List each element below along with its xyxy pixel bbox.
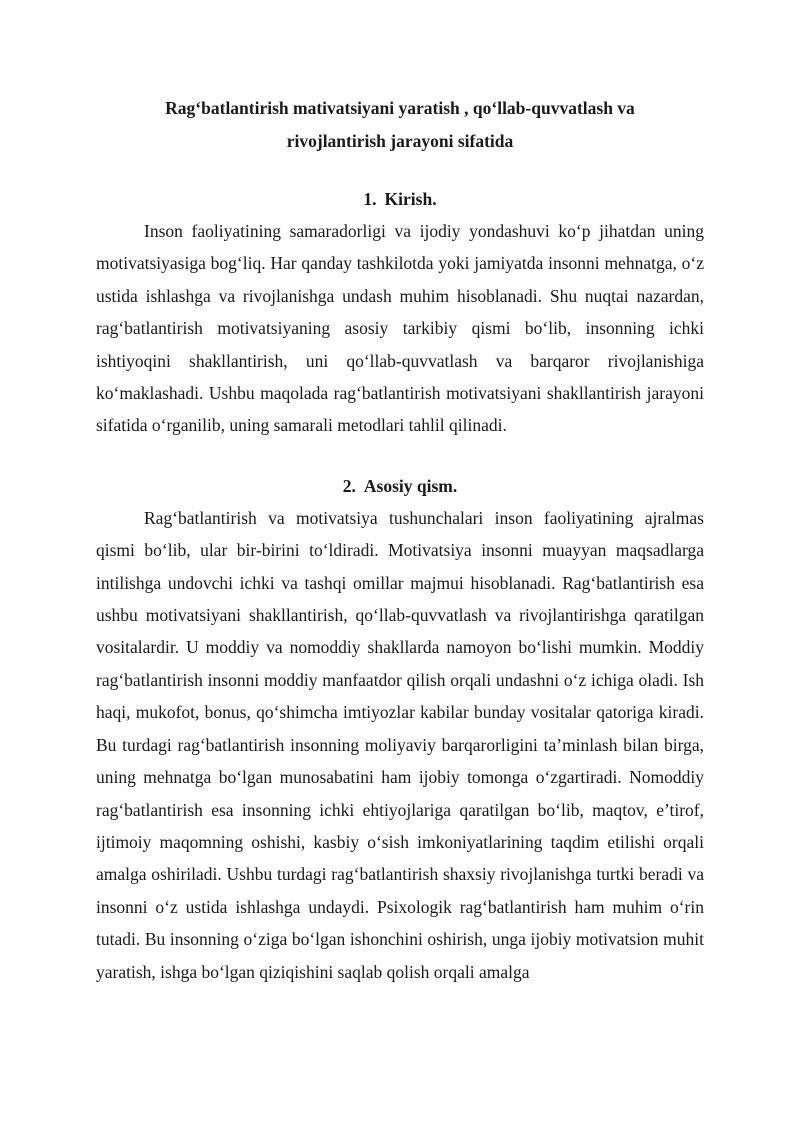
- document-title: [96, 92, 704, 158]
- section-title: Asosiy qism.: [363, 475, 458, 496]
- section-paragraph-intro: Inson faoliyatining samaradorligi va ijodiy yondashuvi ko‘p jihatdan uning motivatsiyasiga bog‘liq. Har qanday tashkilotda yoki jamiyatda insonni mehnatga, o‘z ustida ishlashga va rivojlanishga undash muhim hisoblanadi. Shu nuqtai nazardan, rag‘batlantirish motivatsiyaning asosiy tarkibiy qismi bo‘lib, insonning ichki ishtiyoqini shakllantirish, uni qo‘llab-quvvatlash va barqaror rivojlanishiga ko‘maklashadi. Ushbu maqolada rag‘batlantirish motivatsiyani shakllantirish jarayoni sifatida o‘rganilib, uning samarali metodlari tahlil qilinadi.: [96, 221, 704, 436]
- section-number: 1.: [363, 189, 377, 209]
- page-content: [96, 92, 704, 988]
- section-title: Kirish.: [384, 189, 437, 209]
- section-heading-intro: [96, 183, 704, 215]
- section-number: 2.: [342, 475, 356, 496]
- section-paragraph-main: Rag‘batlantirish va motivatsiya tushunchalari inson faoliyatining ajralmas qismi bo‘lib, ular bir-birini to‘ldiradi. Motivatsiya insonni muayyan maqsadlarga intilishga undovchi ichki va tashqi omillar majmui hisoblanadi. Rag‘batlantirish esa ushbu motivatsiyani shakllantirish, qo‘llab-quvvatlash va rivojlantirishga qaratilgan vositalardir. U moddiy va nomoddiy shakllarda namoyon bo‘lishi mumkin. Moddiy rag‘batlantirish insonni moddiy manfaatdor qilish orqali undashni o‘z ichiga oladi. Ish haqi, mukofot, bonus, qo‘shimcha imtiyozlar kabilar bunday vositalar qatoriga kiradi. Bu turdagi rag‘batlantirish insonning moliyaviy barqarorligini ta’minlash bilan birga, uning mehnatga bo‘lgan munosabatini ham ijobiy tomonga o‘zgartiradi. Nomoddiy rag‘batlantirish esa insonning ichki ehtiyojlariga qaratilgan bo‘lib, maqtov, e’tirof, ijtimoiy maqomning oshishi, kasbiy o‘sish imkoniyatlarining taqdim etilishi orqali amalga oshiriladi. Ushbu turdagi rag‘batlantirish shaxsiy rivojlanishga turtki beradi va insonni o‘z ustida ishlashga undaydi. Psixologik rag‘batlantirish ham muhim o‘rin tutadi. Bu insonning o‘ziga bo‘lgan ishonchini oshirish, unga ijobiy motivatsion muhit yaratish, ishga bo‘lgan qiziqishini saqlab qolish orqali amalga: [96, 507, 704, 982]
- title-line-1: Rag‘batlantirish mativatsiyani yaratish , qo‘llab-quvvatlash va: [165, 98, 635, 118]
- title-line-2: rivojlantirish jarayoni sifatida: [286, 131, 514, 151]
- section-heading-main: [96, 470, 704, 502]
